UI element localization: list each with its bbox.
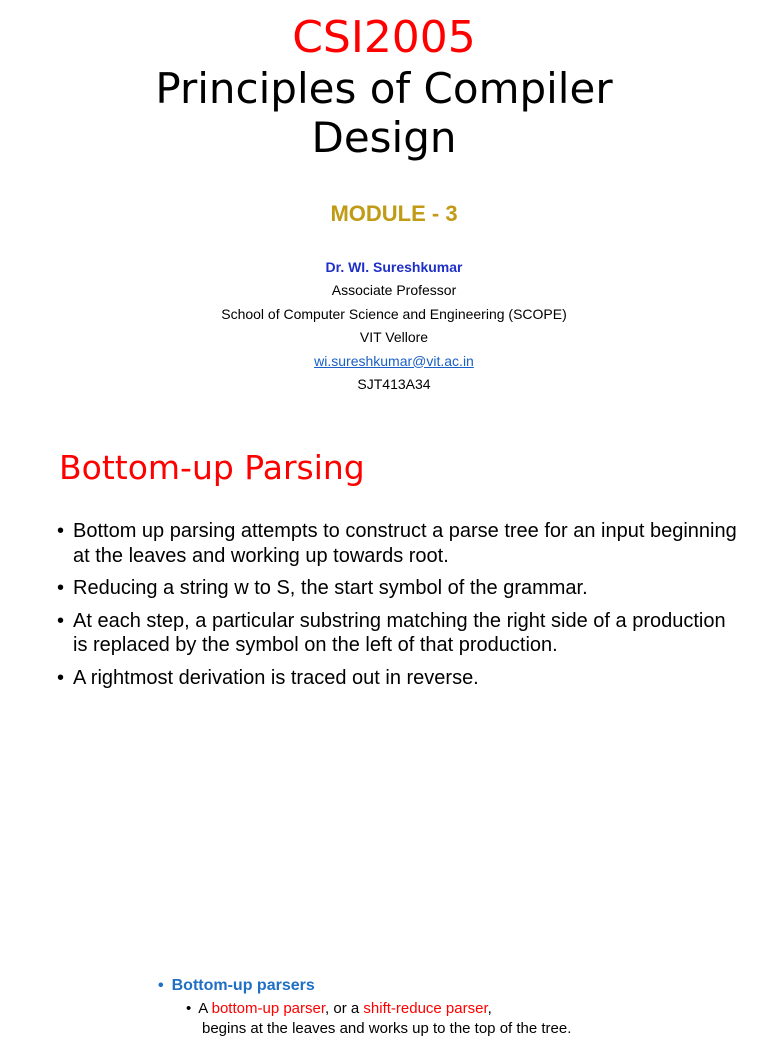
author-room: SJT413A34 bbox=[357, 376, 431, 393]
bullet-item bbox=[57, 609, 737, 658]
module-label: MODULE - 3 bbox=[330, 201, 458, 226]
bullet-text: At each step, a particular substring matching the right side of a production is replaced by the symbol on the left of that production. bbox=[73, 609, 726, 656]
term-shift-reduce-parser: shift-reduce parser bbox=[363, 1000, 488, 1017]
bullet-text: Bottom up parsing attempts to construct a parse tree for an input beginning at the leaves and working up towards root. bbox=[73, 520, 737, 567]
bullet-dot-icon: • bbox=[57, 520, 65, 542]
author-university: VIT Vellore bbox=[359, 329, 429, 346]
author-block bbox=[0, 256, 768, 396]
bullet-item bbox=[57, 519, 737, 568]
bullet-dot-icon: • bbox=[186, 1000, 192, 1017]
parsers-heading-text: Bottom-up parsers bbox=[171, 977, 315, 994]
author-name: Dr. WI. Sureshkumar bbox=[325, 259, 463, 275]
slide-title-bottom-up-parsing: Bottom-up Parsing bbox=[59, 448, 365, 487]
sub-bullet-middle: , or a bbox=[325, 1000, 364, 1017]
course-title: Principles of Compiler Design bbox=[155, 64, 613, 162]
bullet-dot-icon: • bbox=[158, 977, 164, 994]
author-position: Associate Professor bbox=[331, 282, 457, 299]
term-bottom-up-parser: bottom-up parser bbox=[211, 1000, 326, 1017]
sub-bullet-prefix: A bbox=[198, 1000, 212, 1017]
bullet-list bbox=[57, 519, 737, 698]
author-school: School of Computer Science and Engineering (SCOPE) bbox=[221, 305, 567, 322]
bullet-text: A rightmost derivation is traced out in reverse. bbox=[73, 666, 479, 689]
parsers-sub-bullet bbox=[186, 999, 646, 1039]
bullet-dot-icon: • bbox=[57, 666, 65, 689]
parsers-heading bbox=[158, 975, 315, 997]
bullet-item bbox=[57, 666, 737, 691]
sub-bullet-suffix: , bbox=[487, 1000, 492, 1017]
author-email-line bbox=[0, 350, 768, 373]
author-email-link[interactable]: wi.sureshkumar@vit.ac.in bbox=[314, 352, 474, 369]
bullet-text: Reducing a string w to S, the start symbol of the grammar. bbox=[73, 577, 588, 599]
bullet-item bbox=[57, 576, 737, 601]
bullet-dot-icon: • bbox=[57, 577, 65, 599]
course-code: CSI2005 bbox=[292, 12, 476, 63]
bullet-dot-icon: • bbox=[57, 609, 65, 632]
sub-bullet-continuation: begins at the leaves and works up to the top of the tree. bbox=[202, 1020, 572, 1037]
